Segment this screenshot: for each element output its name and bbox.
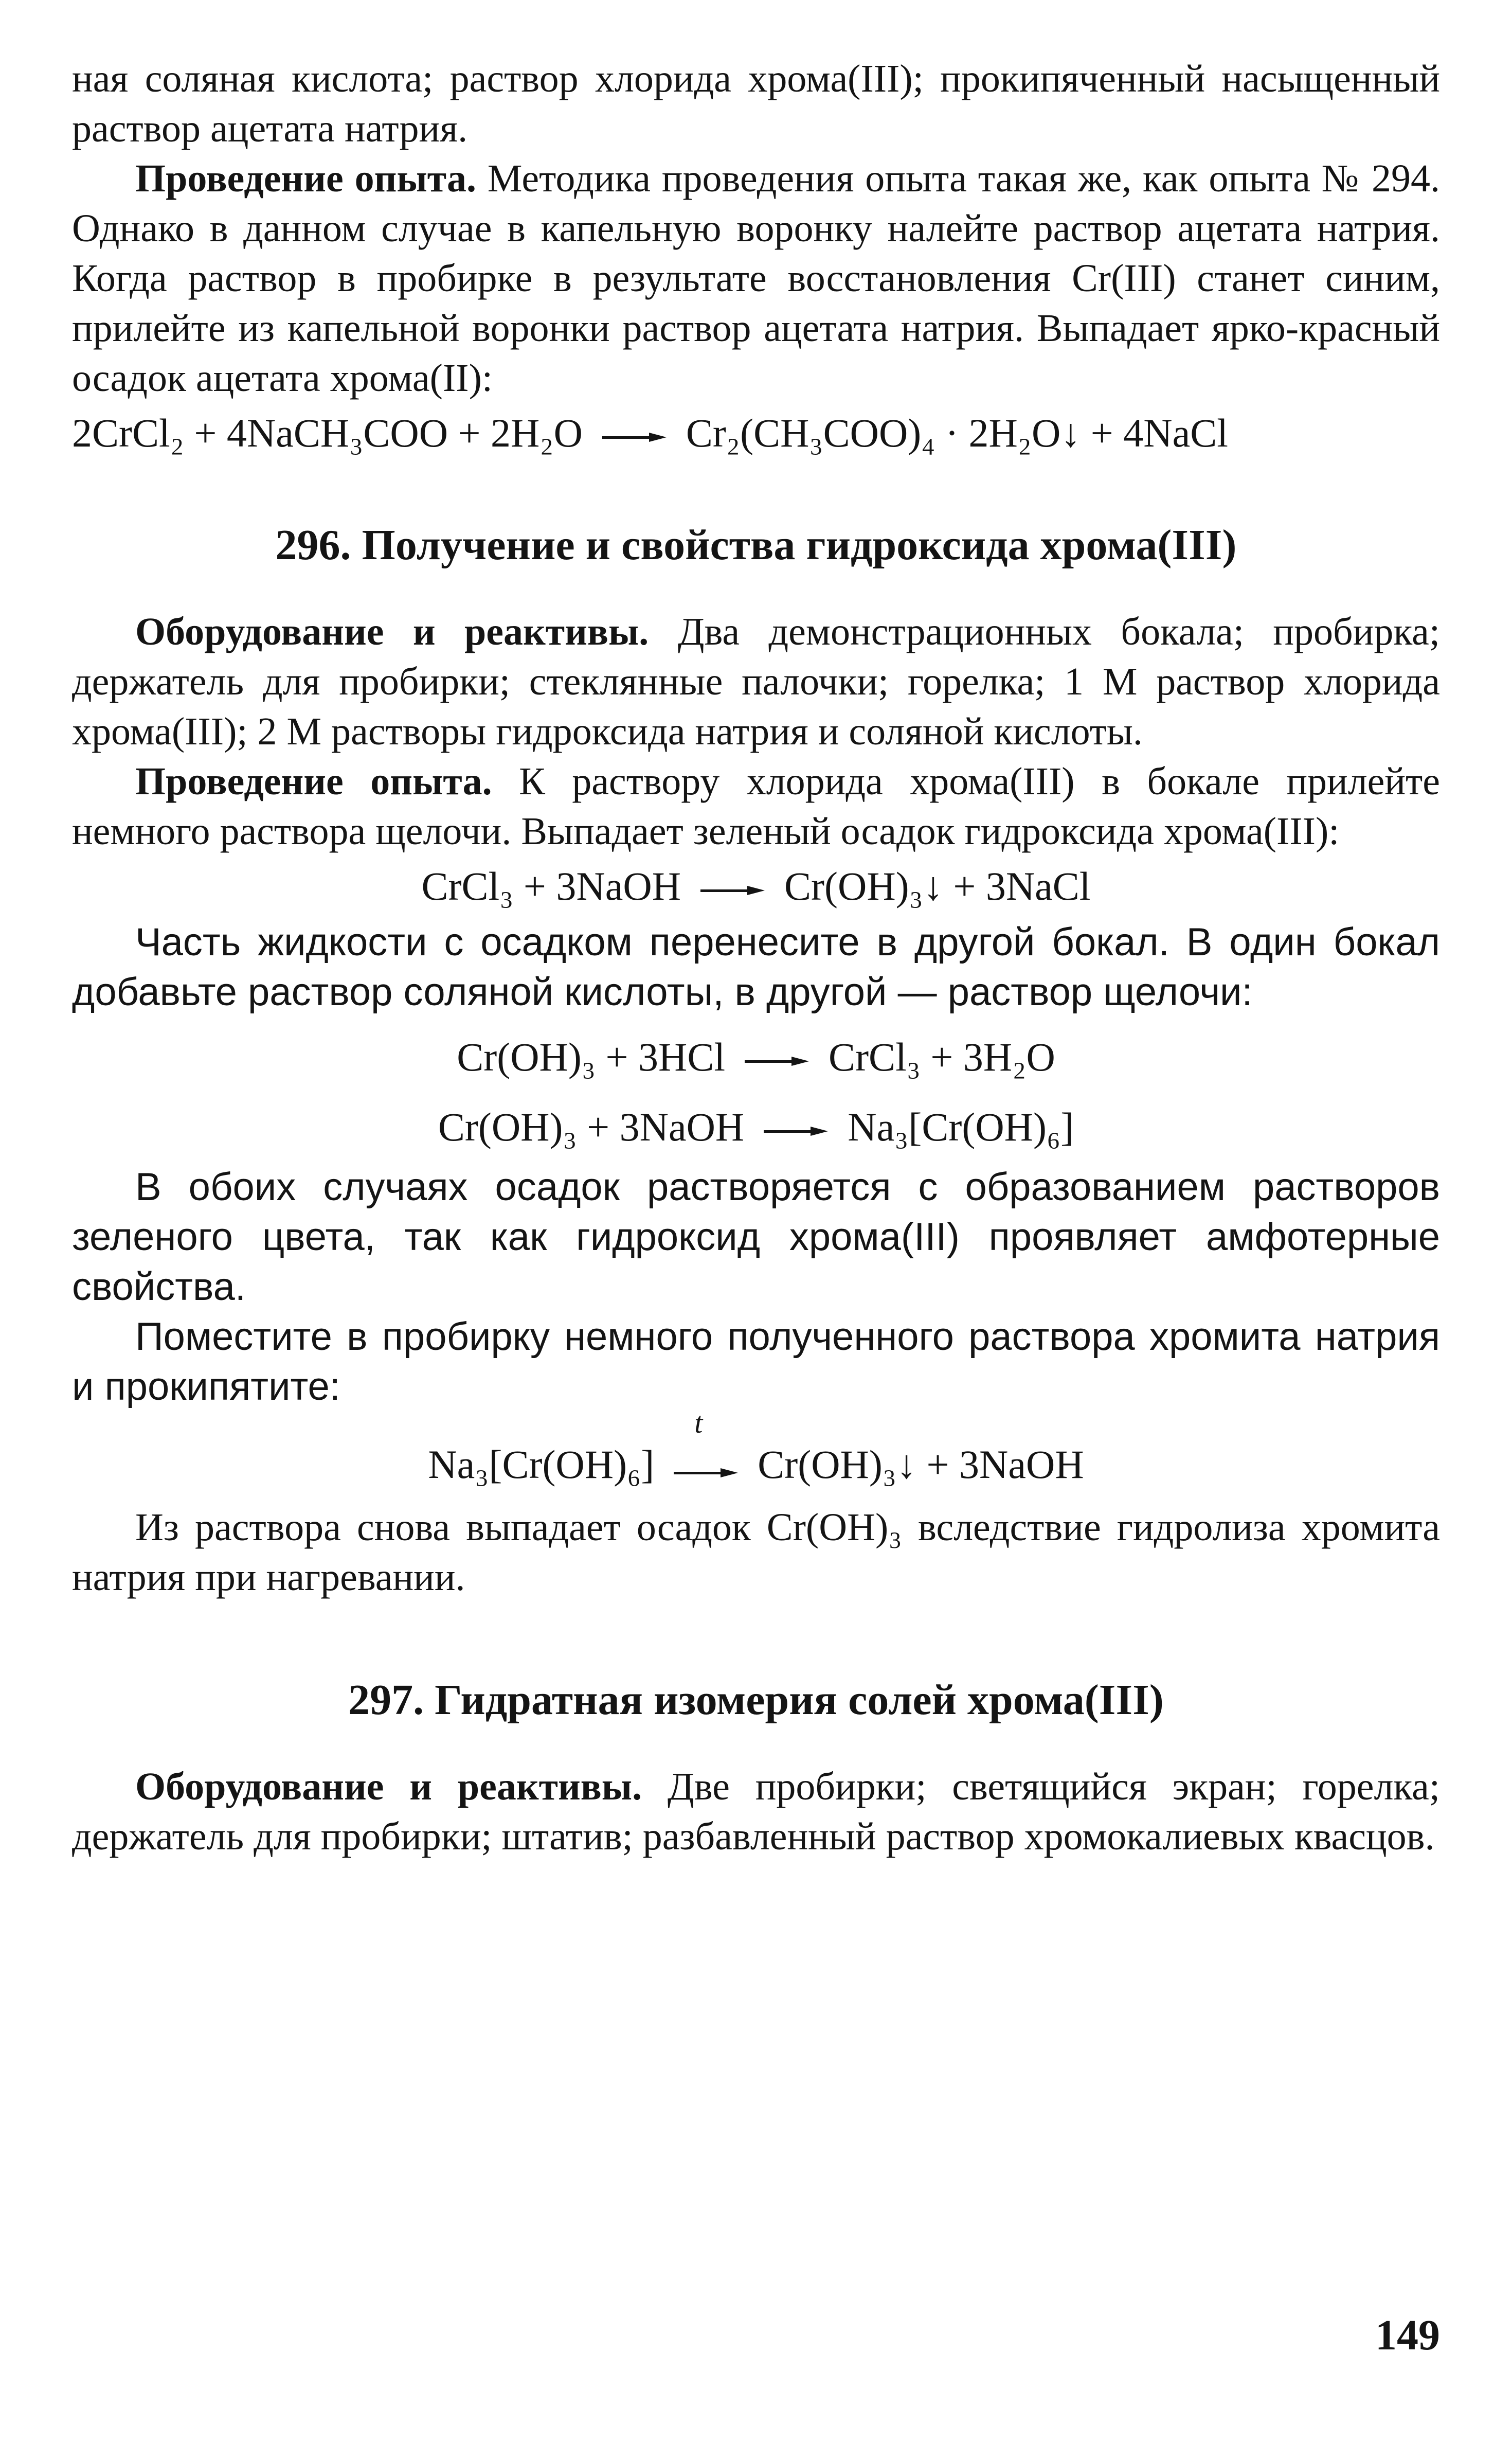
equation-296-4-lhs: Na₃[Cr(OH)₆]	[428, 1442, 655, 1487]
s296-equipment-paragraph	[72, 607, 1440, 757]
p295-paragraph	[72, 154, 1440, 403]
reaction-arrow-icon	[745, 1057, 809, 1066]
s296-paragraph-5: Из раствора снова выпадает осадок Cr(OH)₃ вследствие гидролиза хромита натрия при нагревании.	[72, 1506, 1440, 1599]
p295-label: Проведение опыта.	[135, 157, 476, 200]
equation-295-lhs: 2CrCl₂ + 4NaCH₃COO + 2H₂O	[72, 411, 583, 455]
s296-paragraph-4: Поместите в пробирку немного полученного раствора хромита натрия и прокипятите:	[72, 1315, 1440, 1409]
s297-equipment-text: Две пробирки; светящийся экран; горелка; держатель для пробирки; штатив; разбавленный раствор хромокалиевых квасцов.	[72, 1765, 1441, 1859]
equation-296-4-rhs: Cr(OH)₃↓ + 3NaOH	[758, 1442, 1084, 1487]
s297-equipment-paragraph	[72, 1762, 1440, 1862]
s296-experiment-label: Проведение опыта.	[135, 760, 492, 803]
equation-296-1-lhs: CrCl₃ + 3NaOH	[421, 864, 681, 908]
heating-arrow	[674, 1406, 738, 1493]
reaction-arrow-icon	[764, 1127, 828, 1136]
equation-296-1-rhs: Cr(OH)₃↓ + 3NaCl	[784, 864, 1091, 908]
equation-296-4	[72, 1406, 1440, 1493]
intro-paragraph	[72, 54, 1440, 154]
equation-296-3-rhs: Na₃[Cr(OH)₆]	[848, 1104, 1074, 1149]
s296-equipment-text: Два демонстрационных бокала; пробирка; держатель для пробирки; стеклянные палочки; горелка; 1 М раствор хлорида хрома(III); 2 М растворы гидроксида натрия и соляной кислоты.	[72, 610, 1441, 753]
reaction-arrow-icon	[674, 1468, 738, 1477]
equation-295	[72, 408, 1440, 458]
equation-296-3-lhs: Cr(OH)₃ + 3NaOH	[438, 1104, 745, 1149]
heating-condition-label: t	[694, 1406, 703, 1440]
equation-296-1	[72, 862, 1440, 911]
s296-experiment-paragraph	[72, 757, 1440, 857]
intro-text: ная соляная кислота; раствор хлорида хрома(III); прокипяченный насыщенный раствор ацетата натрия.	[72, 57, 1440, 150]
s296-equipment-label: Оборудование и реактивы.	[135, 610, 649, 653]
p295-text: Методика проведения опыта такая же, как опыта № 294. Однако в данном случае в капельную воронку налейте раствор ацетата натрия. Когда раствор в пробирке в результате восстановления Cr(III) станет синим, прилейте из капельной воронки раствор ацетата натрия. Выпадает ярко-красный осадок ацетата хрома(II):	[72, 157, 1441, 400]
reaction-arrow-icon	[602, 433, 667, 442]
equation-295-rhs: Cr₂(CH₃COO)₄ · 2H₂O↓ + 4NaCl	[686, 411, 1228, 455]
equation-296-2-lhs: Cr(OH)₃ + 3HCl	[457, 1035, 726, 1079]
reaction-arrow-icon	[700, 886, 765, 895]
section-297-heading: 297. Гидратная изомерия солей хрома(III)	[348, 1676, 1164, 1724]
s296-experiment-text: К раствору хлорида хрома(III) в бокале прилейте немного раствора щелочи. Выпадает зеленый осадок гидроксида хрома(III):	[72, 760, 1441, 853]
s296-paragraph-2: Часть жидкости с осадком перенесите в другой бокал. В один бокал добавьте раствор соляной кислоты, в другой — раствор щелочи:	[72, 920, 1440, 1014]
equation-296-3	[72, 1102, 1440, 1152]
s297-equipment-label: Оборудование и реактивы.	[135, 1765, 642, 1809]
equation-296-2-rhs: CrCl₃ + 3H₂O	[829, 1035, 1055, 1079]
s296-paragraph-3: В обоих случаях осадок растворяется с образованием растворов зеленого цвета, так как гидроксид хрома(III) проявляет амфотерные свойства.	[72, 1165, 1440, 1309]
section-296-heading: 296. Получение и свойства гидроксида хрома(III)	[275, 521, 1237, 569]
equation-296-2	[72, 1032, 1440, 1082]
page-number: 149	[1375, 2311, 1440, 2359]
